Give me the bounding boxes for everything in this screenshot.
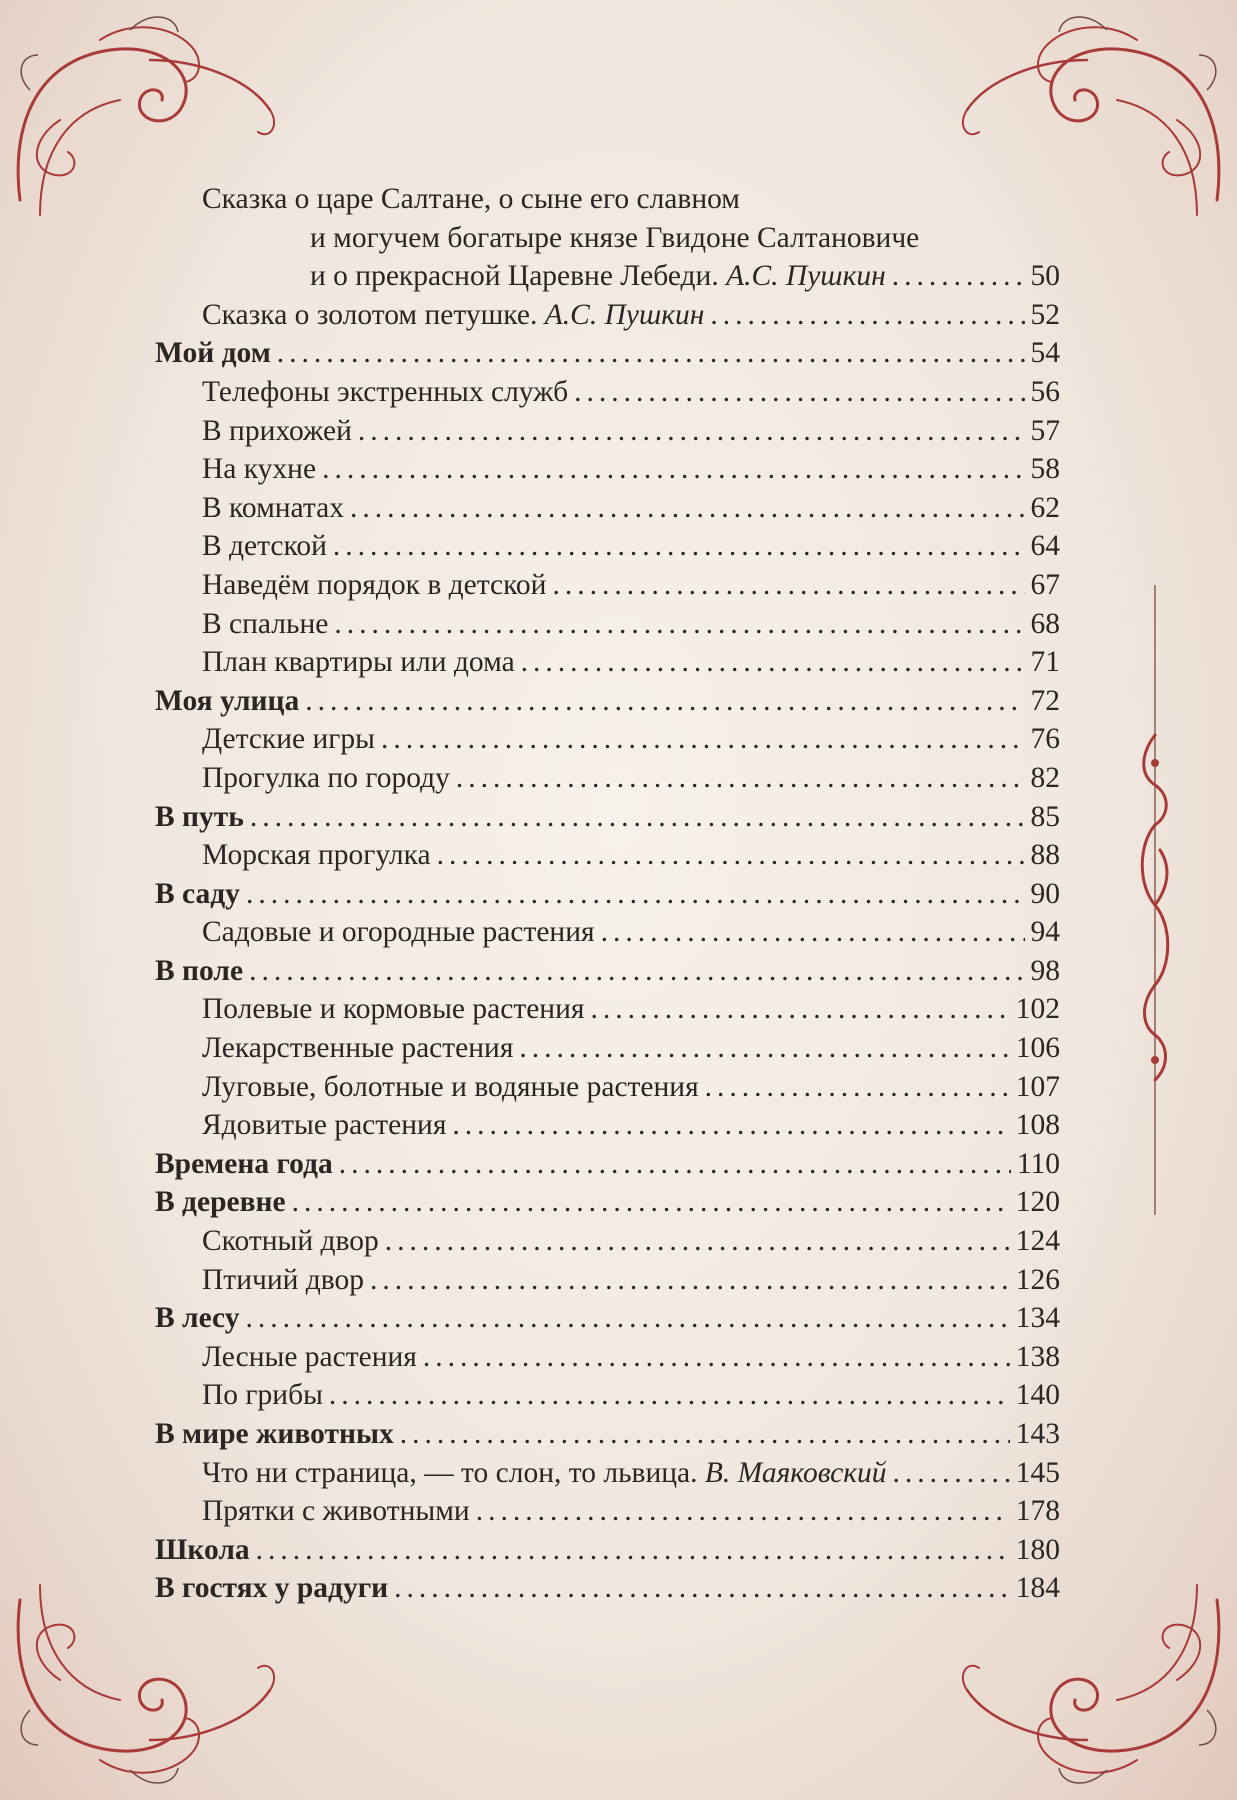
toc-entry-title: В саду bbox=[155, 877, 240, 910]
dot-leader bbox=[705, 1068, 1010, 1107]
toc-subsection-entry bbox=[155, 450, 1060, 489]
toc-entry-page: 76 bbox=[1030, 723, 1060, 756]
toc-section-entry bbox=[155, 1299, 1060, 1338]
toc-subsection-entry bbox=[155, 296, 1060, 335]
toc-entry-author: А.С. Пушкин bbox=[544, 298, 705, 331]
toc-entry-title: В гостях у радуги bbox=[155, 1572, 389, 1605]
toc-subsection-entry bbox=[155, 836, 1060, 875]
toc-entry-page: 106 bbox=[1015, 1032, 1060, 1065]
toc-entry-title: В деревне bbox=[155, 1186, 286, 1219]
dot-leader bbox=[334, 605, 1024, 644]
toc-entry-title: и о прекрасной Царевне Лебеди. А.С. Пушкин bbox=[310, 260, 886, 293]
toc-subsection-entry bbox=[155, 605, 1060, 644]
toc-entries bbox=[155, 296, 1060, 1608]
dot-leader bbox=[892, 257, 1025, 296]
toc-entry-title: Что ни страница, — то слон, то львица. В. Маяковский bbox=[202, 1456, 887, 1489]
toc-entry-page: 57 bbox=[1030, 414, 1060, 447]
toc-subsection-entry bbox=[155, 1261, 1060, 1300]
toc-entry-page: 58 bbox=[1030, 453, 1060, 486]
toc-entry-title: Птичий двор bbox=[202, 1263, 365, 1296]
dot-leader bbox=[452, 1106, 1009, 1145]
toc-subsection-entry bbox=[155, 1068, 1060, 1107]
toc-entry-page: 72 bbox=[1030, 684, 1060, 717]
toc-entry-title: По грибы bbox=[202, 1379, 323, 1412]
toc-entry-title: В мире животных bbox=[155, 1418, 394, 1450]
toc-entry-page: 138 bbox=[1015, 1340, 1060, 1373]
toc-entry-title: Луговые, болотные и водяные растения bbox=[202, 1070, 699, 1103]
dot-leader bbox=[277, 334, 1025, 373]
toc-entry-first bbox=[155, 180, 1060, 296]
toc-entry-title: В спальне bbox=[202, 607, 329, 640]
toc-entry-title: Скотный двор bbox=[202, 1225, 379, 1258]
toc-entry-page: 67 bbox=[1030, 568, 1060, 601]
toc-entry-title: Прогулка по городу bbox=[202, 761, 450, 794]
toc-entry-page: 50 bbox=[1030, 260, 1060, 293]
toc-entry-title: Лекарственные растения bbox=[202, 1032, 514, 1065]
toc-entry-page: 134 bbox=[1015, 1302, 1060, 1335]
dot-leader bbox=[423, 1338, 1010, 1377]
dot-leader bbox=[249, 952, 1024, 991]
toc-entry-title: В детской bbox=[202, 530, 327, 563]
toc-entry-page: 64 bbox=[1030, 530, 1060, 563]
toc-subsection-entry bbox=[155, 373, 1060, 412]
toc-entry-page: 102 bbox=[1015, 993, 1060, 1026]
toc-section-entry bbox=[155, 875, 1060, 914]
toc-entry-title: Садовые и огородные растения bbox=[202, 916, 595, 949]
dot-leader bbox=[385, 1222, 1010, 1261]
toc-entry-page: 124 bbox=[1015, 1225, 1060, 1258]
toc-entry-page: 94 bbox=[1030, 916, 1060, 949]
dot-leader bbox=[400, 1415, 1010, 1454]
side-flourish-icon bbox=[1130, 585, 1180, 1215]
toc-subsection-entry bbox=[155, 489, 1060, 528]
dot-leader bbox=[394, 1569, 1010, 1608]
toc-subsection-entry bbox=[155, 1492, 1060, 1531]
dot-leader bbox=[370, 1261, 1010, 1300]
dot-leader bbox=[250, 798, 1025, 837]
toc-entry-title: Лесные растения bbox=[202, 1340, 417, 1373]
toc-entry-title: План квартиры или дома bbox=[202, 646, 515, 679]
toc-entry-page: 98 bbox=[1030, 954, 1060, 987]
dot-leader bbox=[305, 682, 1024, 721]
dot-leader bbox=[256, 1531, 1010, 1570]
toc-entry-page: 108 bbox=[1015, 1109, 1060, 1142]
dot-leader bbox=[322, 450, 1024, 489]
dot-leader bbox=[246, 1299, 1010, 1338]
toc-subsection-entry bbox=[155, 566, 1060, 605]
toc-subsection-entry bbox=[155, 1029, 1060, 1068]
dot-leader bbox=[590, 990, 1009, 1029]
toc-entry-page: 52 bbox=[1030, 298, 1060, 331]
toc-entry-page: 90 bbox=[1030, 877, 1060, 910]
dot-leader bbox=[437, 836, 1025, 875]
toc-entry-title: Полевые и кормовые растения bbox=[202, 993, 585, 1026]
toc-entry-title: Детские игры bbox=[202, 723, 375, 756]
toc-entry-title: Прятки с животными bbox=[202, 1495, 470, 1528]
toc-entry-author: А.С. Пушкин bbox=[726, 260, 886, 293]
dot-leader bbox=[246, 875, 1025, 914]
toc-section-entry bbox=[155, 1415, 1060, 1454]
toc-entry-title-line: и могучем богатыре князе Гвидоне Салтановиче bbox=[310, 221, 920, 254]
toc-entry-page: 126 bbox=[1015, 1263, 1060, 1296]
toc-subsection-entry bbox=[155, 759, 1060, 798]
toc-entry-title: На кухне bbox=[202, 453, 317, 486]
toc-subsection-entry bbox=[155, 990, 1060, 1029]
dot-leader bbox=[358, 412, 1025, 451]
toc-subsection-entry bbox=[155, 913, 1060, 952]
toc-section-entry bbox=[155, 1569, 1060, 1608]
dot-leader bbox=[329, 1376, 1010, 1415]
toc-entry-title: Школа bbox=[155, 1533, 250, 1566]
toc-entry-page: 184 bbox=[1015, 1572, 1060, 1605]
toc-subsection-entry bbox=[155, 1338, 1060, 1377]
toc-entry-page: 143 bbox=[1015, 1418, 1060, 1450]
toc-entry-title: В комнатах bbox=[202, 491, 344, 524]
dot-leader bbox=[292, 1183, 1010, 1222]
dot-leader bbox=[476, 1492, 1010, 1531]
dot-leader bbox=[552, 566, 1024, 605]
toc-entry-title: Моя улица bbox=[155, 684, 300, 717]
toc-entry-page: 107 bbox=[1015, 1070, 1060, 1103]
toc-subsection-entry bbox=[155, 1454, 1060, 1493]
toc-entry-page: 85 bbox=[1030, 800, 1060, 833]
dot-leader bbox=[519, 1029, 1009, 1068]
dot-leader bbox=[381, 720, 1025, 759]
toc-subsection-entry bbox=[155, 1106, 1060, 1145]
toc-section-entry bbox=[155, 334, 1060, 373]
toc-entry-page: 180 bbox=[1015, 1533, 1060, 1566]
toc-entry-title: Мой дом bbox=[155, 337, 271, 370]
toc-subsection-entry bbox=[155, 412, 1060, 451]
toc-entry-page: 88 bbox=[1030, 839, 1060, 872]
toc-entry-page: 56 bbox=[1030, 375, 1060, 408]
toc-entry-page: 145 bbox=[1015, 1456, 1060, 1489]
toc-entry-title: Наведём порядок в детской bbox=[202, 568, 547, 601]
toc-entry-page: 68 bbox=[1030, 607, 1060, 640]
toc-subsection-entry bbox=[155, 643, 1060, 682]
dot-leader bbox=[710, 296, 1024, 335]
dot-leader bbox=[333, 527, 1025, 566]
dot-leader bbox=[350, 489, 1025, 528]
toc-entry-page: 54 bbox=[1030, 337, 1060, 370]
toc-section-entry bbox=[155, 952, 1060, 991]
toc-entry-title-line bbox=[155, 257, 1060, 296]
toc-subsection-entry bbox=[155, 1222, 1060, 1261]
toc-entry-title: В путь bbox=[155, 800, 244, 833]
toc-entry-page: 62 bbox=[1030, 491, 1060, 524]
dot-leader bbox=[456, 759, 1025, 798]
toc-entry-page: 120 bbox=[1015, 1186, 1060, 1219]
toc-entry-page: 140 bbox=[1015, 1379, 1060, 1412]
toc-subsection-entry bbox=[155, 527, 1060, 566]
toc-section-entry bbox=[155, 682, 1060, 721]
toc-entry-title: В прихожей bbox=[202, 414, 352, 447]
toc-entry-title: Сказка о золотом петушке. А.С. Пушкин bbox=[202, 298, 705, 331]
toc-entry-title: В лесу bbox=[155, 1302, 240, 1335]
dot-leader bbox=[521, 643, 1025, 682]
toc-entry-title: В поле bbox=[155, 954, 244, 987]
toc-entry-page: 178 bbox=[1015, 1495, 1060, 1528]
table-of-contents bbox=[155, 180, 1060, 1608]
toc-entry-page: 71 bbox=[1030, 646, 1060, 679]
toc-section-entry bbox=[155, 798, 1060, 837]
toc-entry-title: Морская прогулка bbox=[202, 839, 431, 872]
toc-entry-page: 82 bbox=[1030, 761, 1060, 794]
dot-leader bbox=[574, 373, 1024, 412]
dot-leader bbox=[601, 913, 1025, 952]
toc-entry-author: В. Маяковский bbox=[704, 1456, 887, 1489]
toc-section-entry bbox=[155, 1145, 1060, 1184]
toc-entry-title: Времена года bbox=[155, 1147, 333, 1180]
toc-entry-title: Телефоны экстренных служб bbox=[202, 375, 569, 408]
dot-leader bbox=[339, 1145, 1011, 1184]
toc-entry-page: 110 bbox=[1016, 1147, 1060, 1180]
toc-entry-title-line: Сказка о царе Салтане, о сыне его славном bbox=[202, 183, 740, 215]
toc-section-entry bbox=[155, 1531, 1060, 1570]
toc-section-entry bbox=[155, 1183, 1060, 1222]
toc-entry-title: Ядовитые растения bbox=[202, 1109, 447, 1142]
dot-leader bbox=[893, 1454, 1010, 1493]
toc-subsection-entry bbox=[155, 720, 1060, 759]
toc-subsection-entry bbox=[155, 1376, 1060, 1415]
